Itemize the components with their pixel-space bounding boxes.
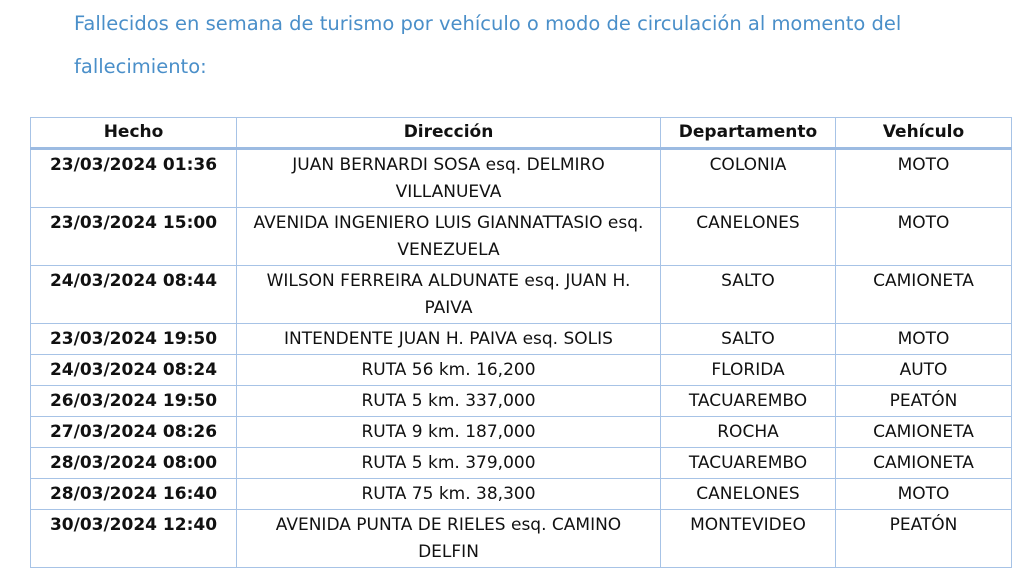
cell-vehiculo: MOTO <box>836 324 1012 355</box>
cell-direccion: WILSON FERREIRA ALDUNATE esq. JUAN H. PAIVA <box>237 266 661 324</box>
table-row <box>31 417 1012 448</box>
cell-direccion: JUAN BERNARDI SOSA esq. DELMIRO VILLANUEVA <box>237 149 661 208</box>
table-row <box>31 510 1012 568</box>
cell-departamento: SALTO <box>661 266 836 324</box>
cell-hecho: 23/03/2024 15:00 <box>31 208 237 266</box>
table-row <box>31 355 1012 386</box>
cell-departamento: TACUAREMBO <box>661 448 836 479</box>
cell-departamento: MONTEVIDEO <box>661 510 836 568</box>
table-row <box>31 266 1012 324</box>
cell-vehiculo: CAMIONETA <box>836 448 1012 479</box>
table-row <box>31 479 1012 510</box>
column-header-vehiculo: Vehículo <box>836 118 1012 149</box>
cell-departamento: SALTO <box>661 324 836 355</box>
table-header-row <box>31 118 1012 149</box>
cell-vehiculo: MOTO <box>836 149 1012 208</box>
cell-hecho: 24/03/2024 08:24 <box>31 355 237 386</box>
column-header-hecho: Hecho <box>31 118 237 149</box>
cell-vehiculo: PEATÓN <box>836 386 1012 417</box>
table-row <box>31 324 1012 355</box>
cell-vehiculo: MOTO <box>836 479 1012 510</box>
table-row <box>31 149 1012 208</box>
cell-vehiculo: AUTO <box>836 355 1012 386</box>
column-header-direccion: Dirección <box>237 118 661 149</box>
cell-departamento: FLORIDA <box>661 355 836 386</box>
cell-departamento: TACUAREMBO <box>661 386 836 417</box>
cell-hecho: 30/03/2024 12:40 <box>31 510 237 568</box>
cell-direccion: INTENDENTE JUAN H. PAIVA esq. SOLIS <box>237 324 661 355</box>
cell-hecho: 24/03/2024 08:44 <box>31 266 237 324</box>
cell-direccion: AVENIDA PUNTA DE RIELES esq. CAMINO DELFIN <box>237 510 661 568</box>
column-header-departamento: Departamento <box>661 118 836 149</box>
cell-departamento: COLONIA <box>661 149 836 208</box>
cell-vehiculo: MOTO <box>836 208 1012 266</box>
cell-departamento: CANELONES <box>661 479 836 510</box>
cell-hecho: 27/03/2024 08:26 <box>31 417 237 448</box>
heading-line-1: Fallecidos en semana de turismo por vehículo o modo de circulación al momento del <box>74 12 902 35</box>
heading-line-2: fallecimiento: <box>74 55 207 78</box>
fatalities-table <box>30 117 1012 568</box>
cell-direccion: RUTA 56 km. 16,200 <box>237 355 661 386</box>
cell-vehiculo: CAMIONETA <box>836 266 1012 324</box>
cell-direccion: AVENIDA INGENIERO LUIS GIANNATTASIO esq. VENEZUELA <box>237 208 661 266</box>
cell-hecho: 26/03/2024 19:50 <box>31 386 237 417</box>
table-row <box>31 208 1012 266</box>
table-row <box>31 448 1012 479</box>
cell-hecho: 23/03/2024 01:36 <box>31 149 237 208</box>
cell-vehiculo: CAMIONETA <box>836 417 1012 448</box>
cell-direccion: RUTA 5 km. 337,000 <box>237 386 661 417</box>
cell-direccion: RUTA 9 km. 187,000 <box>237 417 661 448</box>
document-heading <box>74 2 974 88</box>
cell-hecho: 28/03/2024 08:00 <box>31 448 237 479</box>
fatalities-table-container <box>30 117 1011 568</box>
cell-departamento: ROCHA <box>661 417 836 448</box>
cell-vehiculo: PEATÓN <box>836 510 1012 568</box>
table-row <box>31 386 1012 417</box>
cell-hecho: 28/03/2024 16:40 <box>31 479 237 510</box>
cell-hecho: 23/03/2024 19:50 <box>31 324 237 355</box>
cell-departamento: CANELONES <box>661 208 836 266</box>
cell-direccion: RUTA 75 km. 38,300 <box>237 479 661 510</box>
cell-direccion: RUTA 5 km. 379,000 <box>237 448 661 479</box>
